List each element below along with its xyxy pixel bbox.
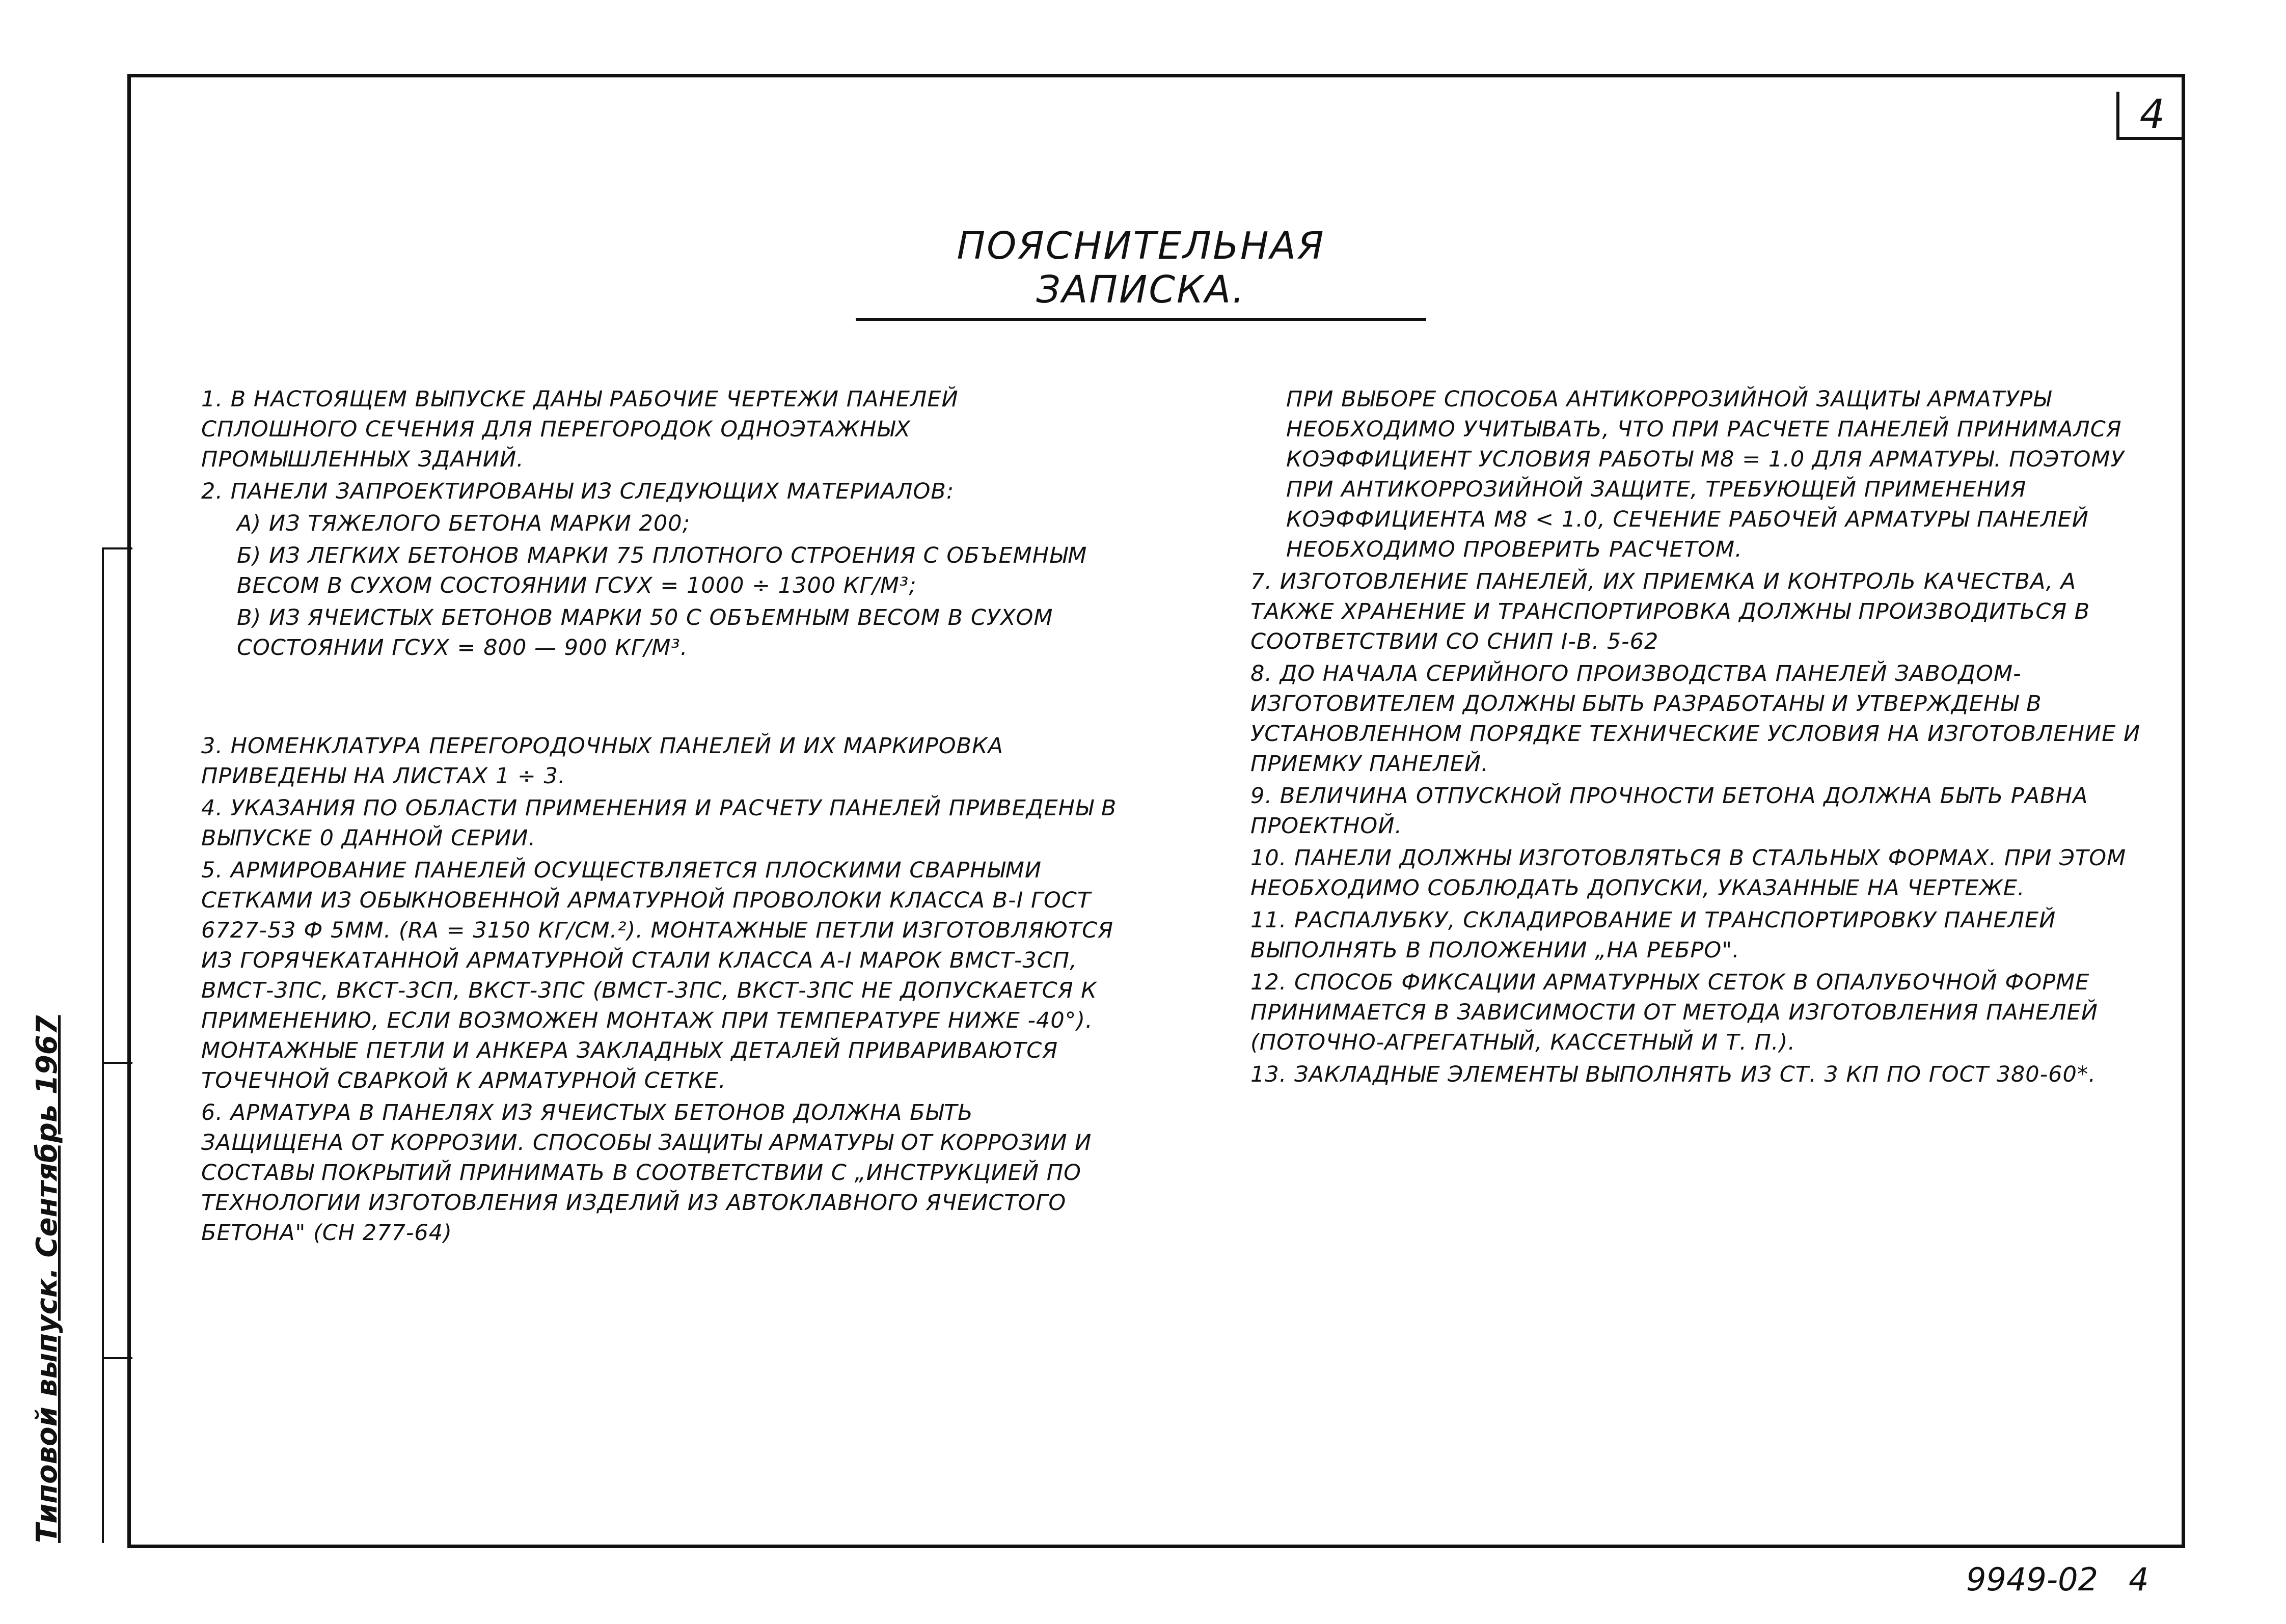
notes-left-column — [201, 384, 1118, 1250]
binding-stamp: Типовой выпуск. Сентябрь 1967 — [31, 1015, 64, 1543]
note-item: 3. НОМЕНКЛАТУРА ПЕРЕГОРОДОЧНЫХ ПАНЕЛЕЙ И ИХ МАРКИРОВКА ПРИВЕДЕНЫ НА ЛИСТАХ 1 ÷ 3. — [201, 733, 1004, 789]
sheet-number: 4 — [2139, 91, 2165, 137]
note-subitem: Б) ИЗ ЛЕГКИХ БЕТОНОВ МАРКИ 75 ПЛОТНОГО СТРОЕНИЯ С ОБЪЕМНЫМ ВЕСОМ В СУХОМ СОСТОЯНИИ ΓСУХ = 1000 ÷ 1300 КГ/М³; — [237, 543, 1087, 598]
note-item: 1. В НАСТОЯЩЕМ ВЫПУСКЕ ДАНЫ РАБОЧИЕ ЧЕРТЕЖИ ПАНЕЛЕЙ СПЛОШНОГО СЕЧЕНИЯ ДЛЯ ПЕРЕГОРОДОК ОДНОЭТАЖНЫХ ПРОМЫШЛЕННЫХ ЗДАНИЙ. — [201, 387, 959, 472]
note-item: 9. ВЕЛИЧИНА ОТПУСКНОЙ ПРОЧНОСТИ БЕТОНА ДОЛЖНА БЫТЬ РАВНА ПРОЕКТНОЙ. — [1250, 783, 2088, 839]
note-item: 11. РАСПАЛУБКУ, СКЛАДИРОВАНИЕ И ТРАНСПОРТИРОВКУ ПАНЕЛЕЙ ВЫПОЛНЯТЬ В ПОЛОЖЕНИИ „НА РЕБРО". — [1250, 907, 2056, 963]
note-item: 4. УКАЗАНИЯ ПО ОБЛАСТИ ПРИМЕНЕНИЯ И РАСЧЕТУ ПАНЕЛЕЙ ПРИВЕДЕНЫ В ВЫПУСКЕ 0 ДАННОЙ СЕРИИ. — [201, 795, 1117, 851]
spacer — [201, 665, 1118, 731]
note-item: 2. ПАНЕЛИ ЗАПРОЕКТИРОВАНЫ ИЗ СЛЕДУЮЩИХ МАТЕРИАЛОВ: — [201, 479, 955, 504]
note-subitem: А) ИЗ ТЯЖЕЛОГО БЕТОНА МАРКИ 200; — [237, 511, 691, 536]
note-item: 13. ЗАКЛАДНЫЕ ЭЛЕМЕНТЫ ВЫПОЛНЯТЬ ИЗ СТ. 3 КП ПО ГОСТ 380-60*. — [1250, 1062, 2097, 1087]
note-item: 7. ИЗГОТОВЛЕНИЕ ПАНЕЛЕЙ, ИХ ПРИЕМКА И КОНТРОЛЬ КАЧЕСТВА, А ТАКЖЕ ХРАНЕНИЕ И ТРАНСПОРТИРОВКА ДОЛЖНЫ ПРОИЗВОДИТЬСЯ В СООТВЕТСТВИИ СО СНИП I-В. 5-62 — [1250, 569, 2090, 654]
page-number: 4 — [2129, 1561, 2149, 1598]
note-item: 8. ДО НАЧАЛА СЕРИЙНОГО ПРОИЗВОДСТВА ПАНЕЛЕЙ ЗАВОДОМ-ИЗГОТОВИТЕЛЕМ ДОЛЖНЫ БЫТЬ РАЗРАБОТАНЫ И УТВЕРЖДЕНЫ В УСТАНОВЛЕННОМ ПОРЯДКЕ ТЕХНИЧЕСКИЕ УСЛОВИЯ НА ИЗГОТОВЛЕНИЕ И ПРИЕМКУ ПАНЕЛЕЙ. — [1250, 661, 2141, 777]
note-item: 10. ПАНЕЛИ ДОЛЖНЫ ИЗГОТОВЛЯТЬСЯ В СТАЛЬНЫХ ФОРМАХ. ПРИ ЭТОМ НЕОБХОДИМО СОБЛЮДАТЬ ДОПУСКИ, УКАЗАННЫЕ НА ЧЕРТЕЖЕ. — [1250, 845, 2127, 901]
sheet-number-box — [2116, 92, 2185, 140]
note-item: ПРИ ВЫБОРЕ СПОСОБА АНТИКОРРОЗИЙНОЙ ЗАЩИТЫ АРМАТУРЫ НЕОБХОДИМО УЧИТЫВАТЬ, ЧТО ПРИ РАСЧЕТЕ ПАНЕЛЕЙ ПРИНИМАЛСЯ КОЭФФИЦИЕНТ УСЛОВИЯ РАБОТЫ M8 = 1.0 ДЛЯ АРМАТУРЫ. ПОЭТОМУ ПРИ АНТИКОРРОЗИЙНОЙ ЗАЩИТЕ, ТРЕБУЮЩЕЙ ПРИМЕНЕНИЯ КОЭФФИЦИЕНТА M8 < 1.0, СЕЧЕНИЕ РАБОЧЕЙ АРМАТУРЫ ПАНЕЛЕЙ НЕОБХОДИМО ПРОВЕРИТЬ РАСЧЕТОМ. — [1286, 387, 2125, 562]
note-item: 12. СПОСОБ ФИКСАЦИИ АРМАТУРНЫХ СЕТОК В ОПАЛУБОЧНОЙ ФОРМЕ ПРИНИМАЕТСЯ В ЗАВИСИМОСТИ ОТ МЕТОДА ИЗГОТОВЛЕНИЯ ПАНЕЛЕЙ (ПОТОЧНО-АГРЕГАТНЫЙ, КАССЕТНЫЙ И Т. П.). — [1250, 970, 2098, 1055]
series-code: 9949-02 — [1966, 1561, 2099, 1598]
note-item: 5. АРМИРОВАНИЕ ПАНЕЛЕЙ ОСУЩЕСТВЛЯЕТСЯ ПЛОСКИМИ СВАРНЫМИ СЕТКАМИ ИЗ ОБЫКНОВЕННОЙ АРМАТУРНОЙ ПРОВОЛОКИ КЛАССА В-I ГОСТ 6727-53 Ф 5ММ. (RA = 3150 КГ/СМ.²). МОНТАЖНЫЕ ПЕТЛИ ИЗГОТОВЛЯЮТСЯ ИЗ ГОРЯЧЕКАТАННОЙ АРМАТУРНОЙ СТАЛИ КЛАССА А-I МАРОК ВМСТ-3СП, ВМСТ-3ПС, ВКСТ-3СП, ВКСТ-3ПС (ВМСТ-3ПС, ВКСТ-3ПС НЕ ДОПУСКАЕТСЯ К ПРИМЕНЕНИЮ, ЕСЛИ ВОЗМОЖЕН МОНТАЖ ПРИ ТЕМПЕРАТУРЕ НИЖЕ -40°). МОНТАЖНЫЕ ПЕТЛИ И АНКЕРА ЗАКЛАДНЫХ ДЕТАЛЕЙ ПРИВАРИВАЮТСЯ ТОЧЕЧНОЙ СВАРКОЙ К АРМАТУРНОЙ СЕТКЕ. — [201, 858, 1114, 1093]
document-code — [1966, 1561, 2149, 1598]
notes-right-column — [1250, 384, 2162, 1092]
note-subitem: В) ИЗ ЯЧЕИСТЫХ БЕТОНОВ МАРКИ 50 С ОБЪЕМНЫМ ВЕСОМ В СУХОМ СОСТОЯНИИ ΓСУХ = 800 — 900 КГ/М³. — [237, 605, 1053, 660]
note-item: 6. АРМАТУРА В ПАНЕЛЯХ ИЗ ЯЧЕИСТЫХ БЕТОНОВ ДОЛЖНА БЫТЬ ЗАЩИЩЕНА ОТ КОРРОЗИИ. СПОСОБЫ ЗАЩИТЫ АРМАТУРЫ ОТ КОРРОЗИИ И СОСТАВЫ ПОКРЫТИЙ ПРИНИМАТЬ В СООТВЕТСТВИИ С „ИНСТРУКЦИЕЙ ПО ТЕХНОЛОГИИ ИЗГОТОВЛЕНИЯ ИЗДЕЛИЙ ИЗ АВТОКЛАВНОГО ЯЧЕИСТОГО БЕТОНА" (СН 277-64) — [201, 1100, 1092, 1246]
page-title: ПОЯСНИТЕЛЬНАЯ ЗАПИСКА. — [856, 224, 1426, 321]
binding-tick — [102, 547, 132, 549]
